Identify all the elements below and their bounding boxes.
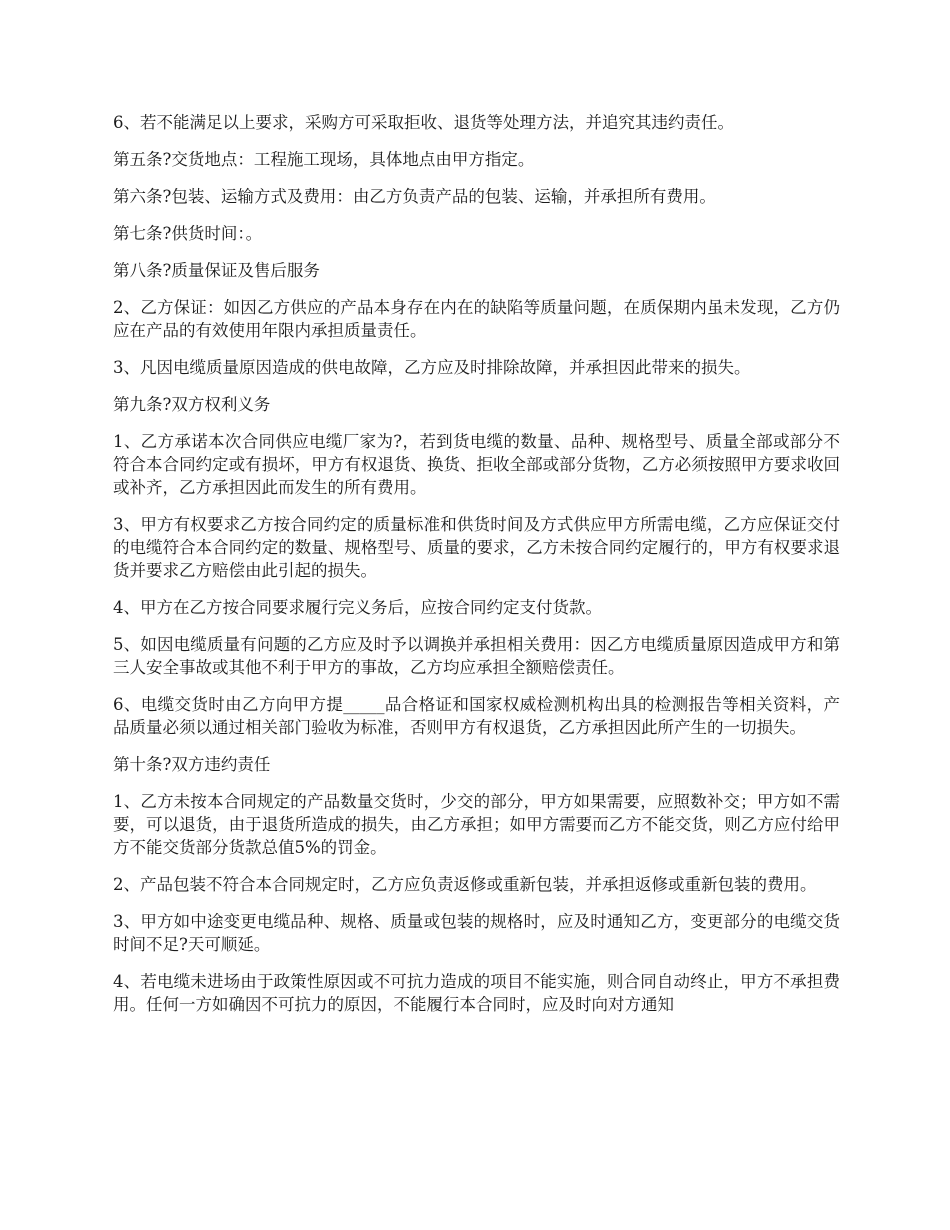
heading-article-8-quality-warranty: 第八条?质量保证及售后服务 [113,261,320,280]
heading-article-10-breach-liability: 第十条?双方违约责任 [113,755,271,774]
heading-article-9-rights-obligations: 第九条?双方权利义务 [113,395,271,414]
paragraph-article-9-item-1: 1、乙方承诺本次合同供应电缆厂家为?，若到货电缆的数量、品种、规格型号、质量全部或部分不符合本合同约定或有损坏，甲方有权退货、换货、拒收全部或部分货物，乙方必须按照甲方要求收回或补齐，乙方承担因此而发生的所有费用。 [113,432,840,497]
paragraph-clause-4-item-6: 6、若不能满足以上要求，采购方可采取拒收、退货等处理方法，并追究其违约责任。 [113,113,734,132]
heading-article-7-supply-time: 第七条?供货时间：。 [113,224,263,243]
heading-article-6-packaging-transport: 第六条?包装、运输方式及费用：由乙方负责产品的包装、运输，并承担所有费用。 [113,187,716,206]
paragraph-article-9-item-3: 3、甲方有权要求乙方按合同约定的质量标准和供货时间及方式供应甲方所需电缆，乙方应保证交付的电缆符合本合同约定的数量、规格型号、质量的要求，乙方未按合同约定履行的，甲方有权要求退货并要求乙方赔偿由此引起的损失。 [113,515,840,580]
document-body [113,111,840,1030]
paragraph-article-10-item-1: 1、乙方未按本合同规定的产品数量交货时，少交的部分，甲方如果需要，应照数补交；甲方如不需要，可以退货，由于退货所造成的损失，由乙方承担；如甲方需要而乙方不能交货，则乙方应付给甲方不能交货部分货款总值5%的罚金。 [113,792,840,857]
paragraph-article-9-item-4: 4、甲方在乙方按合同要求履行完义务后，应按合同约定支付货款。 [113,598,602,617]
paragraph-article-10-item-3: 3、甲方如中途变更电缆品种、规格、质量或包装的规格时，应及时通知乙方，变更部分的电缆交货时间不足?天可顺延。 [113,912,840,954]
paragraph-article-8-item-3: 3、凡因电缆质量原因造成的供电故障，乙方应及时排除故障，并承担因此带来的损失。 [113,358,751,377]
paragraph-article-10-item-2: 2、产品包装不符合本合同规定时，乙方应负责返修或重新包装，并承担返修或重新包装的费用。 [113,875,817,894]
paragraph-article-9-item-5: 5、如因电缆质量有问题的乙方应及时予以调换并承担相关费用：因乙方电缆质量原因造成甲方和第三人安全事故或其他不利于甲方的事故，乙方均应承担全额赔偿责任。 [113,635,840,677]
paragraph-article-8-item-2: 2、乙方保证：如因乙方供应的产品本身存在内在的缺陷等质量问题，在质保期内虽未发现，乙方仍应在产品的有效使用年限内承担质量责任。 [113,298,840,340]
paragraph-article-9-item-6: 6、电缆交货时由乙方向甲方提_____品合格证和国家权威检测机构出具的检测报告等相关资料，产品质量必须以通过相关部门验收为标准，否则甲方有权退货，乙方承担因此所产生的一切损失。 [113,695,840,737]
heading-article-5-delivery-location: 第五条?交货地点：工程施工现场，具体地点由甲方指定。 [113,150,535,169]
paragraph-article-10-item-4: 4、若电缆未进场由于政策性原因或不可抗力造成的项目不能实施，则合同自动终止，甲方不承担费用。任何一方如确因不可抗力的原因，不能履行本合同时，应及时向对方通知 [113,972,840,1014]
